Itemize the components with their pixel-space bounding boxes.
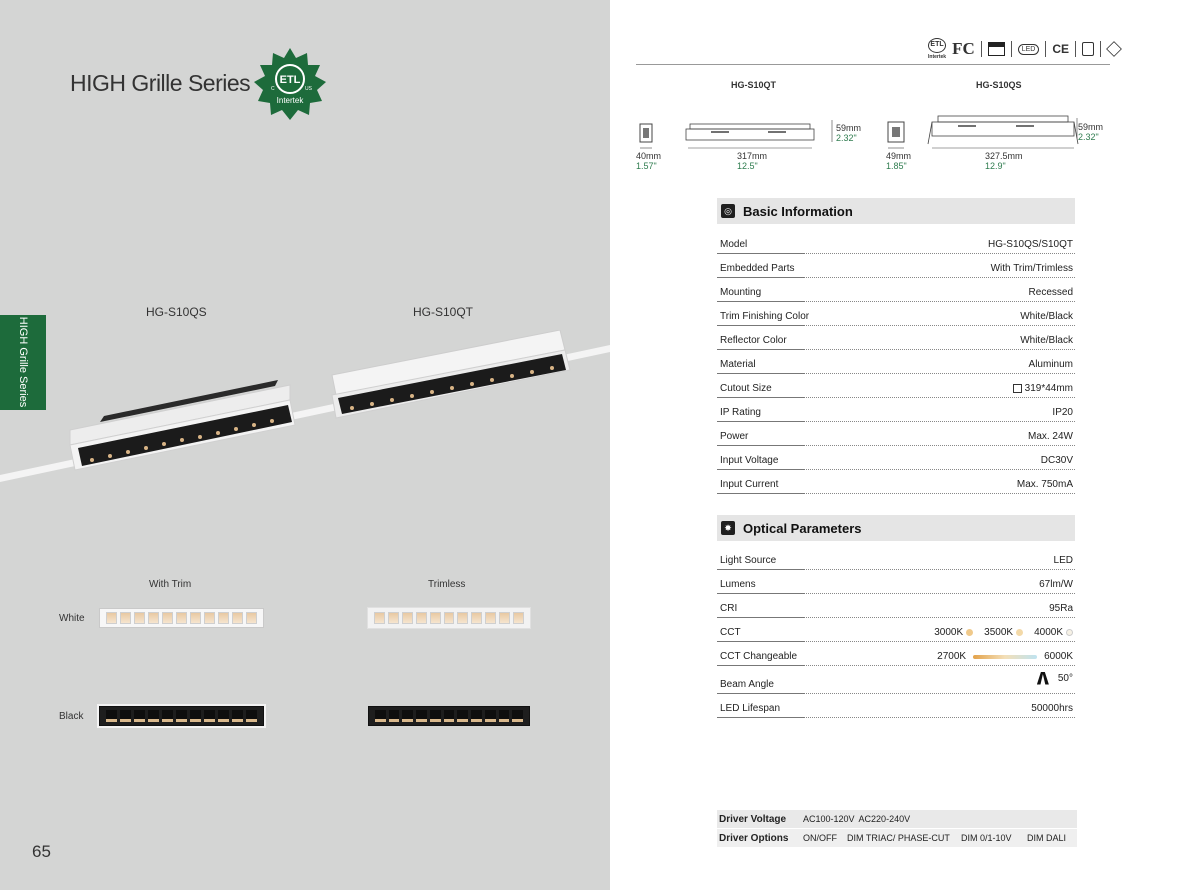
etl-intertek-badge <box>254 48 326 120</box>
spec-row: Light Source LED <box>717 546 1075 570</box>
dimmable-icon <box>1106 41 1122 57</box>
badge-brand: Intertek <box>276 96 304 105</box>
spec-row: IP Rating IP20 <box>717 398 1075 422</box>
spec-row: Input Current Max. 750mA <box>717 470 1075 494</box>
product-label-qs: HG-S10QS <box>146 305 207 319</box>
cert-icons <box>928 36 1121 62</box>
optical-header <box>717 515 1075 541</box>
etl-cert-icon: ETL Intertek <box>928 38 946 61</box>
diagram-title-qt: HG-S10QT <box>731 80 777 90</box>
side-tab-label: HIGH Grille Series <box>17 316 29 408</box>
spec-row: Embedded Parts With Trim/Trimless <box>717 254 1075 278</box>
spec-row: Lumens 67lm/W <box>717 570 1075 594</box>
cert-divider <box>1011 41 1012 57</box>
qt-width: 40mm 1.57" <box>636 151 662 171</box>
cct-dot-4000k <box>1066 629 1073 636</box>
spec-row: Model HG-S10QS/S10QT <box>717 230 1075 254</box>
star-icon: ✸ <box>721 521 735 535</box>
spec-row: Mounting Recessed <box>717 278 1075 302</box>
optical-title: Optical Parameters <box>743 520 862 536</box>
badge-c: C <box>271 86 275 92</box>
spec-row: Trim Finishing Color White/Black <box>717 302 1075 326</box>
cert-divider <box>1100 41 1101 57</box>
driver-options-row: Driver Options ON/OFF DIM TRIAC/ PHASE-CUT DIM 0/1-10V DIM DALI <box>717 829 1077 847</box>
optical-table <box>717 546 1075 718</box>
series-title: HIGH Grille Series <box>70 70 251 96</box>
dimension-drawings <box>636 112 1110 152</box>
page-number: 65 <box>32 842 51 861</box>
driver-voltage-row: Driver Voltage AC100-120V AC220-240V <box>717 810 1077 828</box>
qt-height: 59mm 2.32" <box>836 123 862 143</box>
spec-row: Material Aluminum <box>717 350 1075 374</box>
spec-row: Power Max. 24W <box>717 422 1075 446</box>
color-label-white: White <box>59 613 85 624</box>
badge-mark: ETL <box>279 74 301 86</box>
cert-divider <box>1075 41 1076 57</box>
cutout-icon <box>1013 384 1022 393</box>
basic-info-title: Basic Information <box>743 203 853 219</box>
spec-row: CCT 3000K 3500K 4000K <box>717 618 1075 642</box>
beam-angle-icon <box>1037 672 1049 685</box>
spec-row: LED Lifespan 50000hrs <box>717 694 1075 718</box>
spec-row: Beam Angle 50° <box>717 666 1075 694</box>
trim-label-trimless: Trimless <box>428 579 466 590</box>
color-label-black: Black <box>59 711 84 722</box>
product-label-qt: HG-S10QT <box>413 305 474 319</box>
housing-icon <box>988 42 1005 56</box>
cct-gradient-bar <box>973 655 1037 659</box>
indoor-icon <box>1082 42 1094 56</box>
black-trimless-strip <box>368 706 530 726</box>
qs-height: 59mm 2.32" <box>1078 122 1104 142</box>
cct-dot-3500k <box>1016 629 1023 636</box>
spec-row: Cutout Size 319*44mm <box>717 374 1075 398</box>
black-with-trim-strip <box>99 706 264 726</box>
qt-length: 317mm 12.5" <box>737 151 768 171</box>
qs-length: 327.5mm 12.9" <box>985 151 1023 171</box>
info-icon: ◎ <box>721 204 735 218</box>
spec-row: Input Voltage DC30V <box>717 446 1075 470</box>
spec-row: Reflector Color White/Black <box>717 326 1075 350</box>
white-trimless-strip <box>368 608 530 628</box>
white-with-trim-strip <box>99 608 264 628</box>
badge-us: US <box>305 86 312 92</box>
trim-label-with: With Trim <box>149 579 192 590</box>
cert-divider <box>981 41 982 57</box>
diagram-title-qs: HG-S10QS <box>976 80 1022 90</box>
spec-row: CCT Changeable 2700K 6000K <box>717 642 1075 666</box>
ce-cert-icon: CE <box>1052 42 1070 56</box>
led-icon: LED <box>1018 44 1040 55</box>
spec-row: CRI 95Ra <box>717 594 1075 618</box>
basic-info-header <box>717 198 1075 224</box>
cct-dot-3000k <box>966 629 973 636</box>
cert-divider <box>1045 41 1046 57</box>
basic-info-table <box>717 230 1075 494</box>
fc-cert-icon: FC <box>952 39 975 58</box>
qs-width: 49mm 1.85" <box>886 151 912 171</box>
product-hero-image <box>0 330 610 500</box>
header-rule <box>636 64 1110 65</box>
